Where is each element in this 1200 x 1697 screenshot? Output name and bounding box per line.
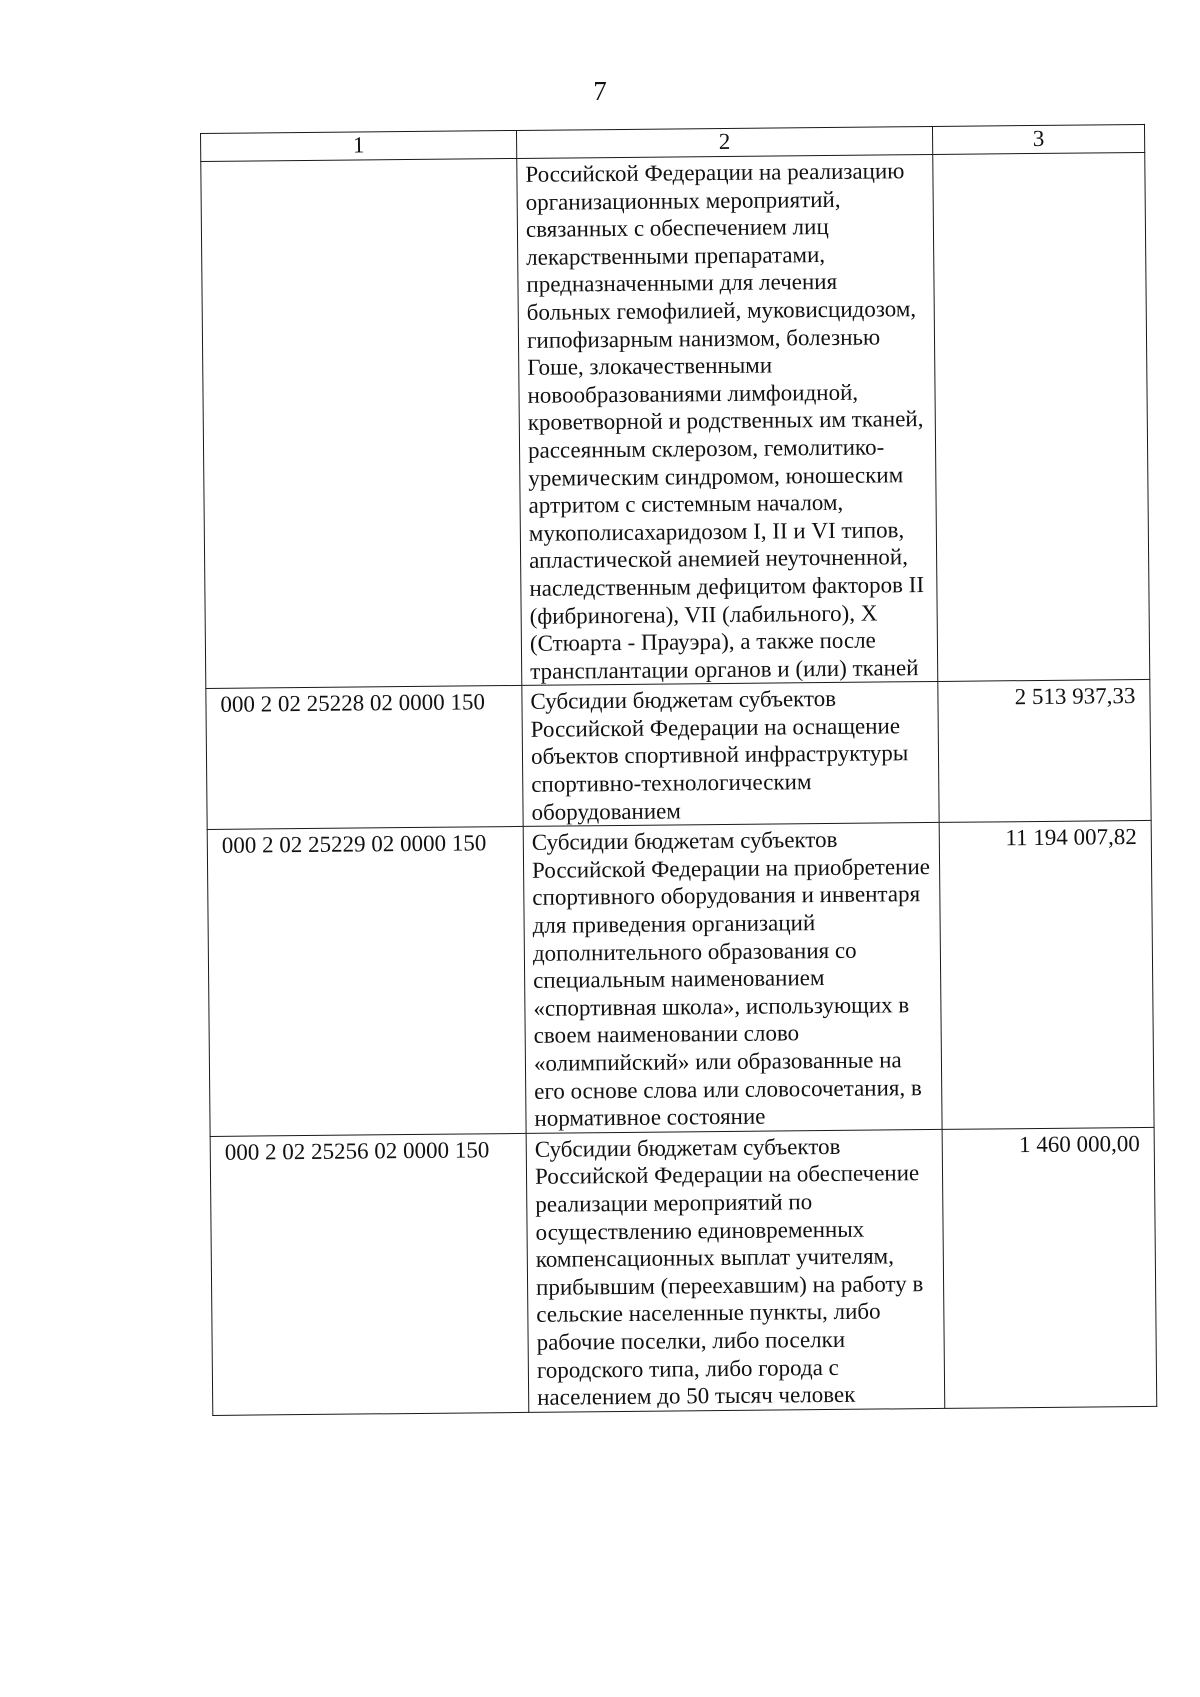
- page-number: 7: [593, 76, 607, 106]
- row-amount: [933, 152, 1150, 681]
- row-code: [201, 158, 522, 688]
- row-description: Субсидии бюджетам субъектов Российской Федерации на оснащение объектов спортивной инфраструктуры спортивно-технологическим оборудованием: [522, 682, 939, 827]
- row-amount: 11 194 007,82: [939, 821, 1154, 1130]
- row-description: Субсидии бюджетам субъектов Российской Федерации на обеспечение реализации мероприятий по осуществлению единовременных компенсационных выплат учителям, прибывшим (переехавшим) на работу в сельские населенные пункты, либо рабочие поселки, либо поселки городского типа, либо города с населением до 50 тысяч человек: [526, 1129, 945, 1412]
- row-amount: 2 513 937,33: [938, 680, 1151, 823]
- column-header-2: 2: [516, 126, 932, 158]
- row-code: 000 2 02 25256 02 0000 150: [210, 1133, 529, 1415]
- budget-table: [200, 124, 1157, 1416]
- row-description: Субсидии бюджетам субъектов Российской Федерации на приобретение спортивного оборудования и инвентаря для приведения организаций дополнительного образования со специальным наименованием «спортивная школа», использующих в своем наименовании слово «олимпийский» или образованные на его основе слова или словосочетания, в нормативное состояние: [523, 823, 942, 1134]
- row-description: Российской Федерации на реализацию организационных мероприятий, связанных с обеспечением лиц лекарственными препаратами, предназначенными для лечения больных гемофилией, муковисцидозом, гипофизарным нанизмом, болезнью Гоше, злокачественными новообразованиями лимфоидной, кроветворной и родственных им тканей, рассеянным склерозом, гемолитико-уремическим синдромом, юношеским артритом с системным началом, мукополисахаридозом I, II и VI типов, апластической анемией неуточненной, наследственным дефицитом факторов II (фибриногена), VII (лабильного), X (Стюарта - Прауэра), а также после трансплантации органов и (или) тканей: [517, 154, 938, 685]
- row-code: 000 2 02 25228 02 0000 150: [206, 686, 523, 830]
- table-row: [207, 821, 1154, 1137]
- table-row: [201, 152, 1150, 688]
- table-row: [210, 1127, 1157, 1415]
- column-header-3: 3: [932, 124, 1144, 154]
- column-header-1: 1: [201, 130, 517, 161]
- row-amount: 1 460 000,00: [942, 1127, 1157, 1408]
- table-row: [206, 680, 1151, 830]
- row-code: 000 2 02 25229 02 0000 150: [207, 827, 526, 1137]
